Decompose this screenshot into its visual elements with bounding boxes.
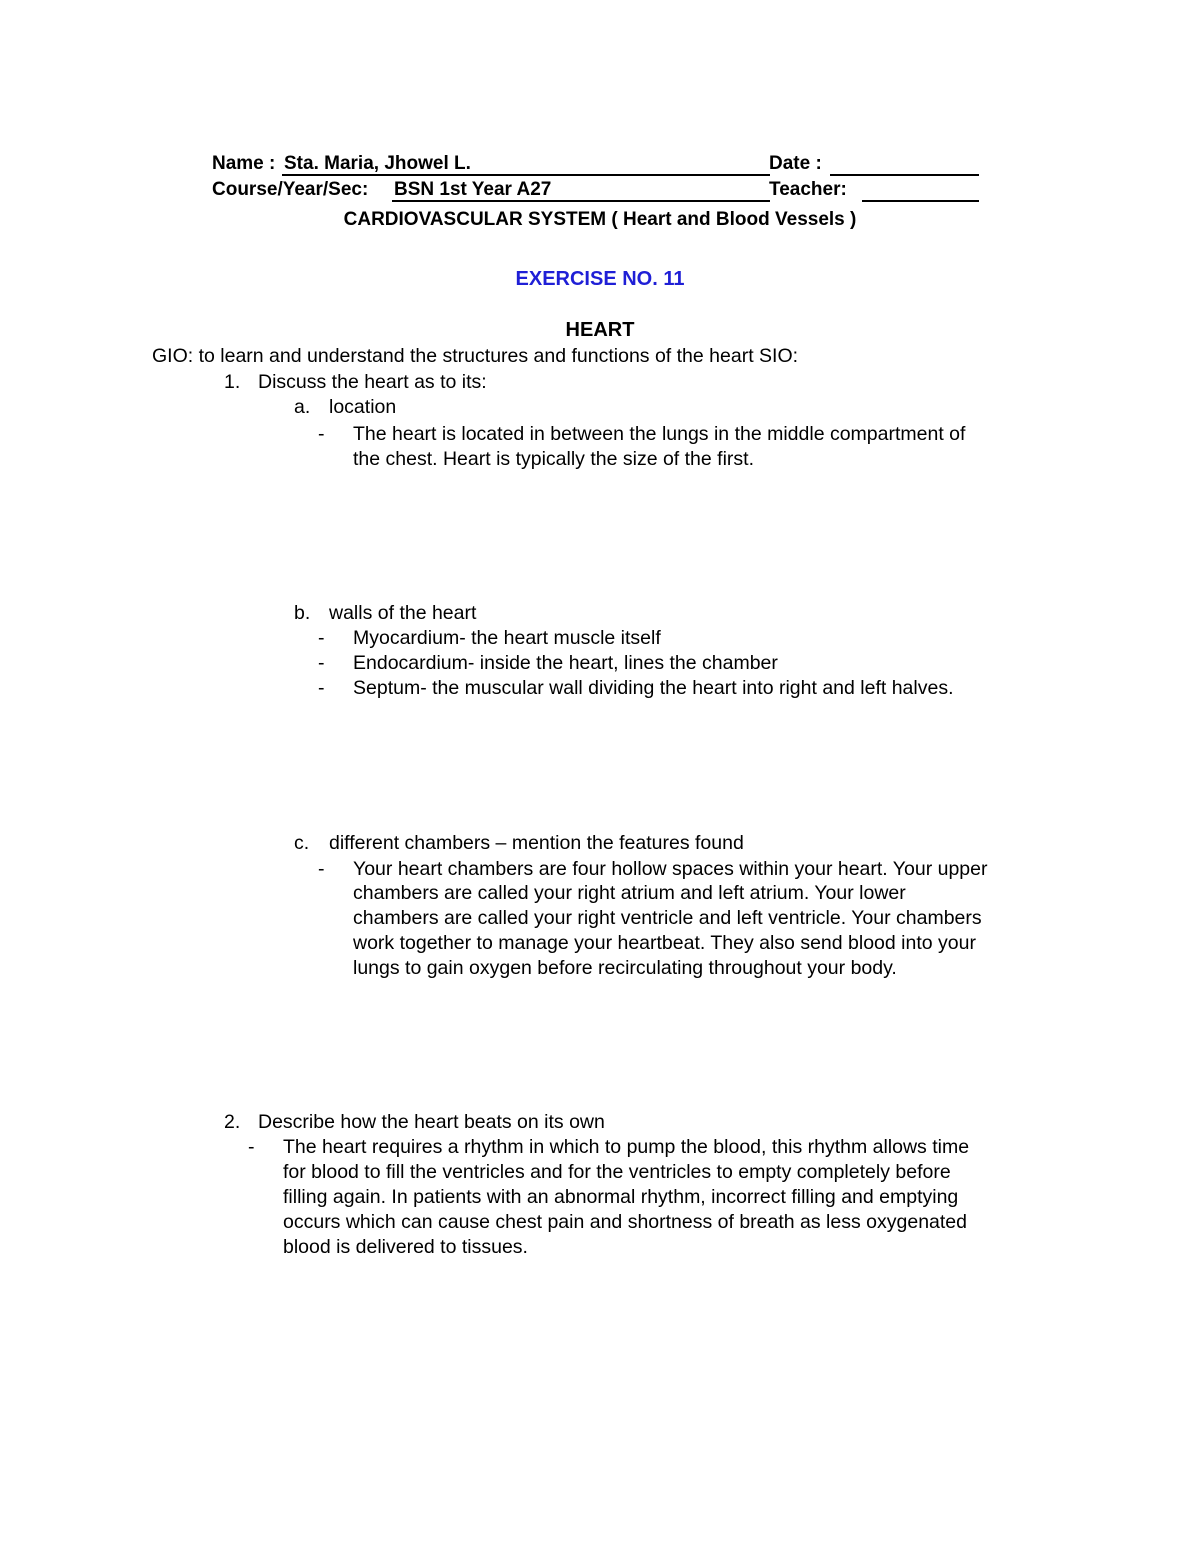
q2-dash: - xyxy=(248,1136,255,1158)
q1c-answer-line: chambers are called your right ventricle and left ventricle. Your chambers xyxy=(353,907,982,929)
q2-text: Describe how the heart beats on its own xyxy=(258,1111,605,1133)
name-value: Sta. Maria, Jhowel L. xyxy=(284,153,471,174)
course-row xyxy=(212,179,847,201)
q1c-label: different chambers – mention the features found xyxy=(329,832,744,854)
q1a-label: location xyxy=(329,396,397,418)
q1b-letter: b. xyxy=(294,602,311,624)
q1c-answer-line: Your heart chambers are four hollow spaces within your heart. Your upper xyxy=(353,858,988,880)
q1-text: Discuss the heart as to its: xyxy=(258,371,487,393)
date-blank xyxy=(830,153,979,176)
subject-title: CARDIOVASCULAR SYSTEM ( Heart and Blood Vessels ) xyxy=(343,209,857,230)
date-label: Date : xyxy=(769,153,822,174)
course-label: Course/Year/Sec: xyxy=(212,179,369,200)
teacher-label: Teacher: xyxy=(769,179,847,200)
q1b-dash: - xyxy=(318,627,325,649)
q1b-dash: - xyxy=(318,652,325,674)
q1a-letter: a. xyxy=(294,396,311,418)
q1a-answer-line: The heart is located in between the lungs in the middle compartment of xyxy=(353,423,966,445)
q1-number: 1. xyxy=(224,371,241,393)
q2-answer-line: occurs which can cause chest pain and shortness of breath as less oxygenated xyxy=(283,1211,967,1233)
q1c-letter: c. xyxy=(294,832,310,854)
course-value: BSN 1st Year A27 xyxy=(394,179,552,200)
q1a-answer-line: the chest. Heart is typically the size of the first. xyxy=(353,448,754,470)
q1c-answer-line: chambers are called your right atrium and left atrium. Your lower xyxy=(353,882,906,904)
q2-answer-line: blood is delivered to tissues. xyxy=(283,1236,528,1258)
gio-line: GIO: to learn and understand the structures and functions of the heart SIO: xyxy=(152,345,799,367)
name-row xyxy=(212,153,822,175)
q1c-answer-line: lungs to gain oxygen before recirculating throughout your body. xyxy=(353,957,897,979)
q1b-dash: - xyxy=(318,677,325,699)
q2-answer-line: The heart requires a rhythm in which to pump the blood, this rhythm allows time xyxy=(283,1136,970,1158)
q1b-item: Septum- the muscular wall dividing the heart into right and left halves. xyxy=(353,677,954,699)
q1b-item: Myocardium- the heart muscle itself xyxy=(353,627,661,649)
q2-answer-line: for blood to fill the ventricles and for the ventricles to empty completely before xyxy=(283,1161,951,1183)
q2-number: 2. xyxy=(224,1111,241,1133)
q1c-dash: - xyxy=(318,858,325,880)
teacher-blank xyxy=(862,179,979,202)
q2-answer-line: filling again. In patients with an abnormal rhythm, incorrect filling and emptying xyxy=(283,1186,959,1208)
name-label: Name : xyxy=(212,153,276,174)
q1b-item: Endocardium- inside the heart, lines the chamber xyxy=(353,652,778,674)
exercise-title: EXERCISE NO. 11 xyxy=(515,268,685,290)
q1c-answer-line: work together to manage your heartbeat. They also send blood into your xyxy=(353,932,976,954)
section-title: HEART xyxy=(565,319,635,341)
q1b-label: walls of the heart xyxy=(329,602,477,624)
q1a-dash: - xyxy=(318,423,325,445)
